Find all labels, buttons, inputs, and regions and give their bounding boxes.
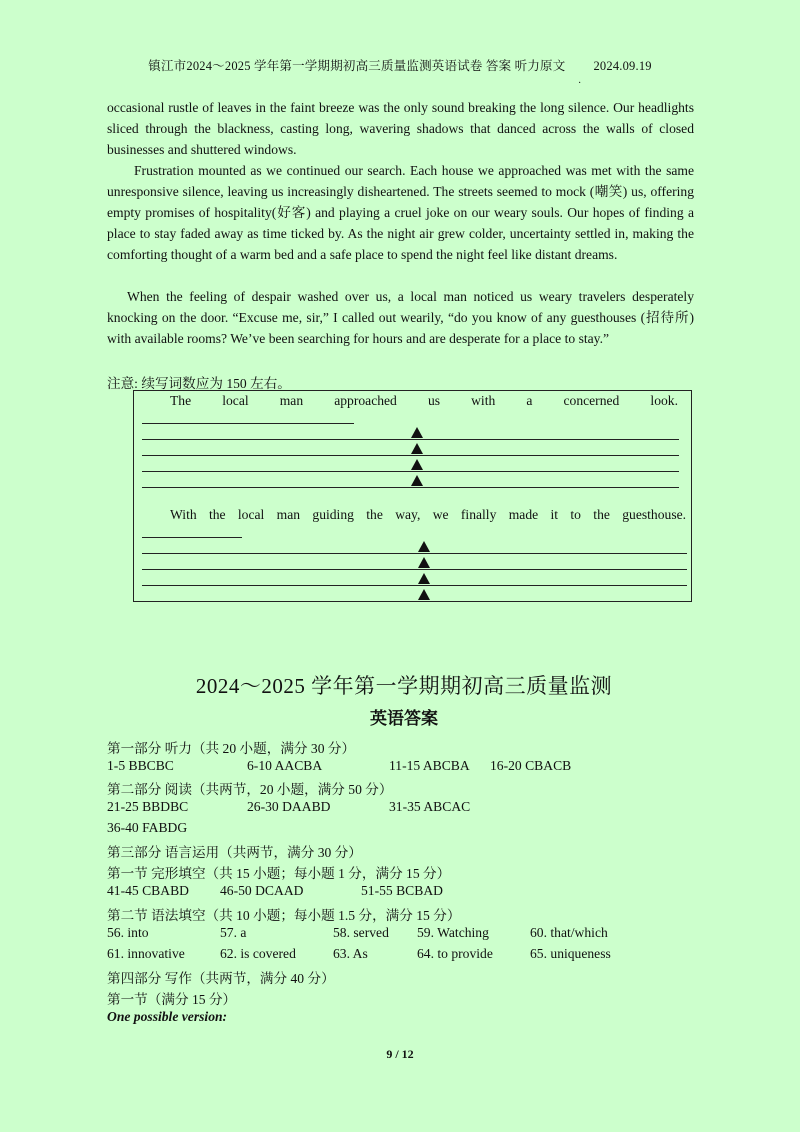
grammar-answer: 56. into <box>107 925 149 940</box>
answer-group: 36-40 FABDG <box>107 820 188 835</box>
answer-group: 6-10 AACBA <box>247 758 323 773</box>
grammar-answer: 60. that/which <box>530 925 608 940</box>
writing-lead-2: With the local man guiding the way, we finally made it to the guesthouse. <box>170 507 687 522</box>
writing-line <box>142 537 242 538</box>
part3-section2-heading: 第二节 语法填空（共 10 小题；每小题 1.5 分，满分 15 分） <box>107 908 461 923</box>
writing-line <box>142 471 679 472</box>
header-dot: · <box>578 78 582 89</box>
page-header <box>0 56 800 74</box>
writing-line <box>142 439 679 440</box>
possible-version-label: One possible version: <box>107 1009 228 1024</box>
answers-subtitle: 英语答案 <box>370 709 438 728</box>
triangle-marker-icon <box>418 589 430 600</box>
answer-group: 31-35 ABCAC <box>389 799 471 814</box>
writing-box <box>133 390 692 602</box>
header-title: 镇江市2024～2025 学年第一学期期初高三质量监测英语试卷 答案 听力原文 <box>148 59 566 73</box>
triangle-marker-icon <box>411 427 423 438</box>
grammar-answer: 59. Watching <box>417 925 489 940</box>
answers-title: 2024～2025 学年第一学期期初高三质量监测 <box>195 674 613 698</box>
writing-line <box>142 569 687 570</box>
part4-section1-heading: 第一节（满分 15 分） <box>107 992 237 1007</box>
writing-line <box>142 553 687 554</box>
answer-group: 1-5 BBCBC <box>107 758 174 773</box>
grammar-answer: 65. uniqueness <box>530 946 611 961</box>
triangle-marker-icon <box>418 557 430 568</box>
triangle-marker-icon <box>418 573 430 584</box>
answer-group: 21-25 BBDBC <box>107 799 189 814</box>
writing-line <box>142 455 679 456</box>
passage-paragraph-3: When the feeling of despair washed over us, a local man noticed us weary travelers desperately knocking on the door. “Excuse me, sir,” I called out wearily, “do you know of any guesthouses (招待所) with available rooms? We’ve been searching for hours and are desperate for a place to stay.” <box>107 289 694 346</box>
grammar-answer: 58. served <box>333 925 389 940</box>
grammar-answer: 63. As <box>333 946 368 961</box>
header-date: 2024.09.19 <box>593 59 652 73</box>
answer-group: 41-45 CBABD <box>107 883 189 898</box>
answer-group: 11-15 ABCBA <box>389 758 470 773</box>
part3-section1-heading: 第一节 完形填空（共 15 小题；每小题 1 分，满分 15 分） <box>107 866 451 881</box>
page-number: 9 / 12 <box>386 1047 414 1061</box>
passage-paragraph-1: occasional rustle of leaves in the faint breeze was the only sound breaking the long silence. Our headlights sliced through the blackness, casting long, wavering shadows that danced across the walls of closed businesses and shuttered windows. <box>107 100 694 157</box>
part2-heading: 第二部分 阅读（共两节，20 小题，满分 50 分） <box>107 782 393 797</box>
grammar-answer: 57. a <box>220 925 247 940</box>
triangle-marker-icon <box>411 443 423 454</box>
answer-group: 46-50 DCAAD <box>220 883 304 898</box>
part3-heading: 第三部分 语言运用（共两节，满分 30 分） <box>107 845 362 860</box>
word-count-note: 注意: 续写词数应为 150 左右。 <box>107 376 291 391</box>
grammar-answer: 61. innovative <box>107 946 185 961</box>
triangle-marker-icon <box>411 475 423 486</box>
answer-group: 51-55 BCBAD <box>361 883 443 898</box>
answer-group: 26-30 DAABD <box>247 799 331 814</box>
passage-paragraph-2: Frustration mounted as we continued our search. Each house we approached was met with the same unresponsive silence, leaving us increasingly disheartened. The streets seemed to mock (嘲笑) us, offering empty promises of hospitality(好客) and playing a cruel joke on our weary souls. Our hopes of finding a place to stay faded away as time ticked by. As the night air grew colder, uncertainty settled in, making the comforting thought of a warm bed and a safe place to spend the night feel like distant dreams. <box>107 163 694 262</box>
grammar-answer: 64. to provide <box>417 946 493 961</box>
writing-lead-1: The local man approached us with a concerned look. <box>170 393 678 408</box>
part1-heading: 第一部分 听力（共 20 小题，满分 30 分） <box>107 741 356 756</box>
grammar-answer: 62. is covered <box>220 946 296 961</box>
writing-line <box>142 423 354 424</box>
writing-line <box>142 487 679 488</box>
triangle-marker-icon <box>411 459 423 470</box>
triangle-marker-icon <box>418 541 430 552</box>
writing-line <box>142 585 687 586</box>
answer-group: 16-20 CBACB <box>490 758 572 773</box>
part4-heading: 第四部分 写作（共两节，满分 40 分） <box>107 971 335 986</box>
